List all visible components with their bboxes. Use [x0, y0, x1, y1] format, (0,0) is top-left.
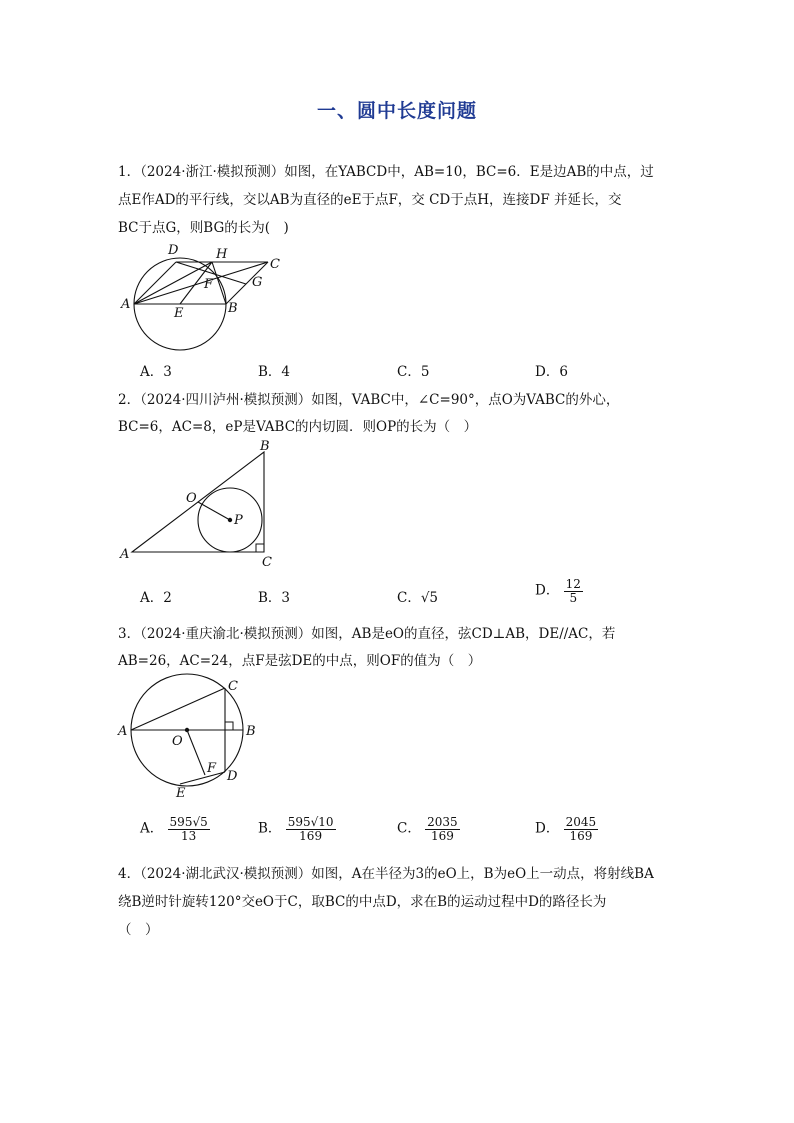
q1-label-G: G	[252, 275, 263, 290]
q2-figure	[112, 438, 282, 572]
q1-label-E: E	[174, 306, 184, 321]
q3-option-a-numerator: 595√5	[169, 815, 208, 829]
q3-option-d[interactable]	[535, 816, 598, 842]
q1-option-a[interactable]: A．3	[140, 364, 172, 380]
q1-label-H: H	[216, 247, 228, 262]
q1-text-line3: BC于点G，则BG的长为( )	[118, 220, 289, 236]
q3-label-D: D	[227, 769, 238, 784]
q1-label-C: C	[270, 257, 280, 272]
q3-option-c-denominator: 169	[430, 828, 454, 843]
q2-option-d-numerator: 12	[565, 577, 581, 591]
q4-text-line3: （ ）	[118, 922, 159, 938]
q1-text-line1: 1．（2024·浙江·模拟预测）如图，在YABCD中，AB=10，BC=6．E是边AB的中点，过	[118, 164, 654, 180]
q2-option-d-denominator: 5	[569, 590, 578, 605]
q1-figure	[112, 240, 292, 352]
q3-label-F: F	[207, 761, 217, 776]
q3-option-b[interactable]	[258, 816, 336, 842]
q2-label-A: A	[120, 547, 130, 562]
q2-option-a[interactable]: A．2	[140, 590, 172, 606]
q2-label-C: C	[262, 555, 272, 570]
q3-option-d-denominator: 169	[569, 828, 593, 843]
q3-option-b-numerator: 595√10	[287, 815, 334, 829]
q3-option-c-prefix: C．	[397, 820, 421, 837]
q2-text-line1: 2．（2024·四川泸州·模拟预测）如图，VABC中，∠C=90°，点O为VABC的外心，	[118, 392, 620, 408]
q3-option-d-fraction	[564, 816, 599, 842]
q2-text-line2: BC=6，AC=8，eP是VABC的内切圆．则OP的长为（ ）	[118, 419, 478, 435]
q4-text-line1: 4．（2024·湖北武汉·模拟预测）如图，A在半径为3的eO上，B为eO上一动点，将射线BA	[118, 866, 654, 882]
page-title: 一、圆中长度问题	[316, 100, 477, 122]
q3-label-O: O	[172, 734, 183, 749]
q1-option-c[interactable]: C．5	[397, 364, 430, 380]
q2-label-P: P	[234, 513, 243, 528]
q3-label-B: B	[246, 724, 256, 739]
q2-option-c[interactable]: C．√5	[397, 590, 439, 606]
q1-label-D: D	[168, 243, 179, 258]
q3-label-E: E	[176, 786, 186, 801]
q3-option-a[interactable]	[140, 816, 210, 842]
q2-option-b[interactable]: B．3	[258, 590, 291, 606]
q3-option-d-numerator: 2045	[565, 815, 597, 829]
q1-label-F: F	[204, 277, 214, 292]
q3-option-c[interactable]	[397, 816, 460, 842]
q1-option-d[interactable]: D．6	[535, 364, 568, 380]
q1-label-B: B	[228, 301, 238, 316]
q4-text-line2: 绕B逆时针旋转120°交eO于C，取BC的中点D，求在B的运动过程中D的路径长为	[118, 894, 607, 910]
q2-option-d-prefix: D．	[535, 582, 560, 599]
q3-text-line1: 3．（2024·重庆渝北·模拟预测）如图，AB是eO的直径，弦CD⊥AB，DE//AC，若	[118, 626, 616, 642]
q1-label-A: A	[121, 297, 131, 312]
q2-label-B: B	[260, 439, 270, 454]
q3-option-c-numerator: 2035	[427, 815, 458, 829]
q3-option-b-denominator: 169	[299, 828, 323, 843]
q3-option-a-prefix: A．	[140, 820, 164, 837]
q2-option-d[interactable]	[535, 578, 583, 604]
q3-option-a-fraction	[168, 816, 210, 842]
q3-label-A: A	[118, 724, 128, 739]
q1-text-line2: 点E作AD的平行线，交以AB为直径的eE于点F，交 CD于点H，连接DF 并延长，交	[118, 192, 622, 208]
q3-label-C: C	[228, 679, 238, 694]
q2-label-O: O	[186, 491, 197, 506]
q3-figure	[112, 672, 272, 804]
q3-option-c-fraction	[425, 816, 460, 842]
q1-option-b[interactable]: B．4	[258, 364, 291, 380]
q3-option-a-denominator: 13	[181, 828, 197, 843]
q2-option-d-fraction	[564, 578, 583, 604]
q3-option-b-fraction	[286, 816, 336, 842]
q3-option-b-prefix: B．	[258, 820, 282, 837]
q3-text-line2: AB=26，AC=24，点F是弦DE的中点，则OF的值为（ ）	[118, 653, 482, 669]
q3-option-d-prefix: D．	[535, 820, 560, 837]
